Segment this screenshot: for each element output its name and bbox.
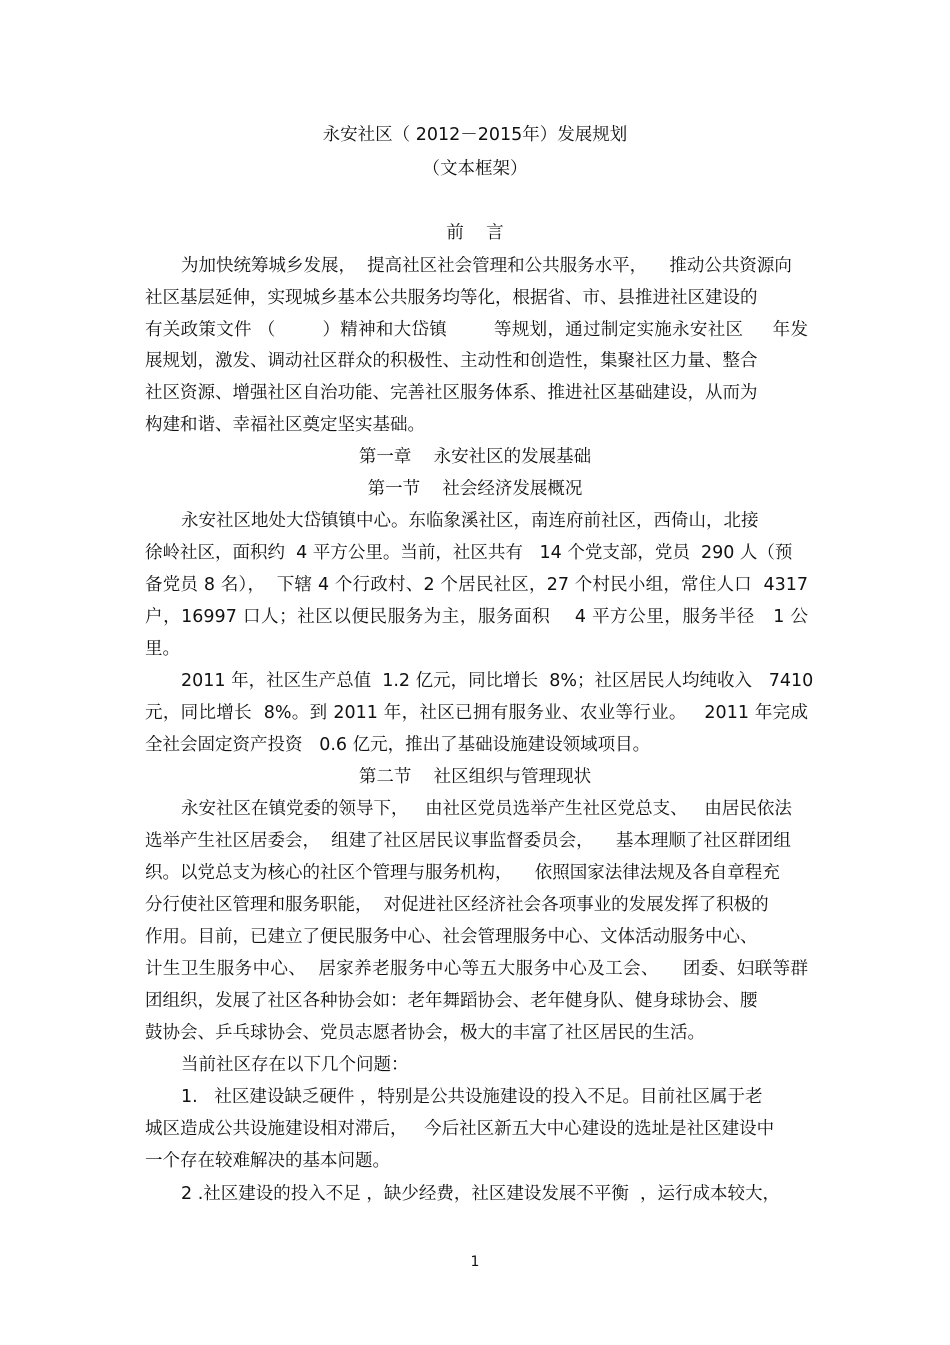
paragraph-line: 户，16997 口人；社区以便民服务为主，服务面积 4 平方公里，服务半径 1 公	[145, 607, 808, 627]
paragraph-line: 计生卫生服务中心、 居家养老服务中心等五大服务中心及工会、 团委、妇联等群	[145, 959, 808, 979]
section-heading: 第一节 社会经济发展概况	[367, 479, 583, 499]
paragraph-line: 分行使社区管理和服务职能， 对促进社区经济社会各项事业的发展发挥了积极的	[145, 895, 769, 915]
preface-line: 社区资源、增强社区自治功能、完善社区服务体系、推进社区基础建设，从而为	[145, 383, 758, 403]
paragraph-line: 团组织，发展了社区各种协会如：老年舞蹈协会、老年健身队、健身球协会、腰	[145, 991, 758, 1011]
paragraph-line: 作用。目前，已建立了便民服务中心、社会管理服务中心、文体活动服务中心、	[145, 927, 758, 947]
paragraph-line: 2011 年，社区生产总值 1.2 亿元，同比增长 8%；社区居民人均纯收入 7410	[181, 671, 814, 691]
paragraph-line: 元，同比增长 8%。到 2011 年，社区已拥有服务业、农业等行业。 2011 年完成	[145, 703, 808, 723]
preface-line: 有关政策文件 （ ）精神和大岱镇 等规划，通过制定实施永安社区 年发	[145, 320, 808, 340]
paragraph-line: 备党员 8 名）， 下辖 4 个行政村、2 个居民社区，27 个村民小组，常住人口 4317	[145, 575, 808, 595]
page-title: 永安社区（ 2012－2015年）发展规划	[322, 125, 628, 145]
page-subtitle: （文本框架）	[422, 159, 528, 179]
preface-line: 社区基层延伸，实现城乡基本公共服务均等化，根据省、市、县推进社区建设的	[145, 288, 758, 308]
list-item-line: 一个存在较难解决的基本问题。	[145, 1151, 390, 1171]
paragraph-line: 永安社区地处大岱镇镇中心。东临象溪社区，南连府前社区，西倚山，北接	[181, 511, 759, 531]
paragraph-line: 里。	[145, 639, 180, 659]
paragraph-line: 徐岭社区，面积约 4 平方公里。当前，社区共有 14 个党支部，党员 290 人（预	[145, 543, 793, 563]
preface-line: 构建和谐、幸福社区奠定坚实基础。	[145, 415, 425, 435]
problems-intro: 当前社区存在以下几个问题：	[181, 1055, 409, 1075]
list-item-line: 2 .社区建设的投入不足 ，缺少经费，社区建设发展不平衡 ，运行成本较大，	[181, 1184, 780, 1204]
chapter-heading: 第一章 永安社区的发展基础	[358, 447, 592, 467]
preface-line: 为加快统筹城乡发展， 提高社区社会管理和公共服务水平， 推动公共资源向	[181, 256, 792, 276]
list-item-line: 城区造成公共设施建设相对滞后， 今后社区新五大中心建设的选址是社区建设中	[145, 1119, 775, 1139]
paragraph-line: 永安社区在镇党委的领导下， 由社区党员选举产生社区党总支、 由居民依法	[181, 799, 792, 819]
paragraph-line: 全社会固定资产投资 0.6 亿元，推出了基础设施建设领域项目。	[145, 735, 651, 755]
section-heading: 第二节 社区组织与管理现状	[358, 767, 592, 787]
paragraph-line: 织。以党总支为核心的社区个管理与服务机构， 依照国家法律法规及各自章程充	[145, 863, 780, 883]
paragraph-line: 鼓协会、乒乓球协会、党员志愿者协会，极大的丰富了社区居民的生活。	[145, 1023, 705, 1043]
preface-line: 展规划，激发、调动社区群众的积极性、主动性和创造性，集聚社区力量、整合	[145, 351, 758, 371]
list-item-line: 1. 社区建设缺乏硬件 ，特别是公共设施建设的投入不足。目前社区属于老	[181, 1087, 763, 1107]
page-number: 1	[470, 1254, 480, 1270]
preface-heading: 前 言	[446, 223, 504, 243]
paragraph-line: 选举产生社区居委会， 组建了社区居民议事监督委员会， 基本理顺了社区群团组	[145, 831, 791, 851]
